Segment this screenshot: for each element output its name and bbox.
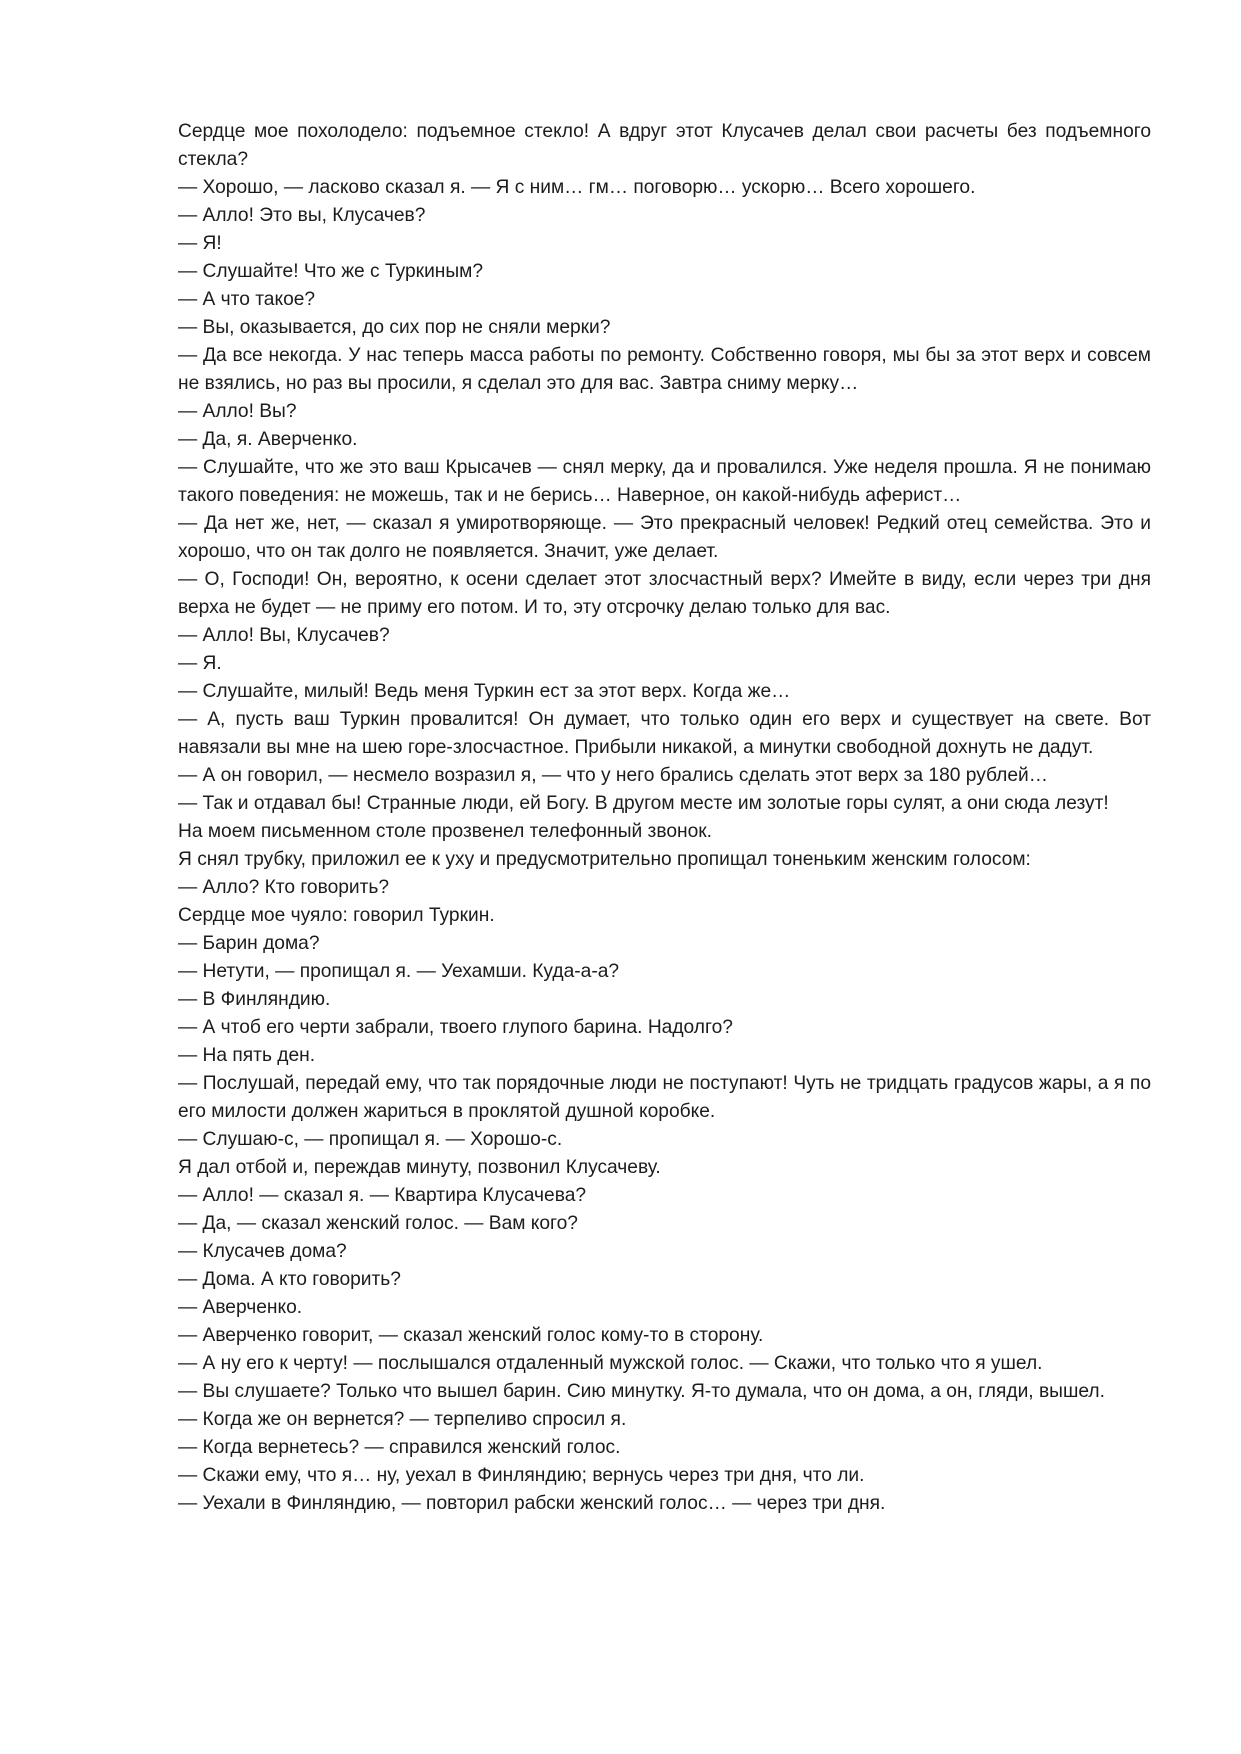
paragraph-22: — Алло? Кто говорить?: [178, 877, 390, 898]
paragraph-8: — Да все некогда. У нас теперь масса работы по ремонту. Собственно говоря, мы бы за этот верх и совсем не взялись, но раз вы просили, я сделал это для вас. Завтра сниму мерку…: [178, 345, 1151, 394]
paragraph-32: — Алло! — сказал я. — Квартира Клусачева?: [178, 1185, 587, 1206]
paragraph-40: — Когда же он вернется? — терпеливо спросил я.: [178, 1409, 627, 1430]
paragraph-11: — Слушайте, что же это ваш Крысачев — снял мерку, да и провалился. Уже неделя прошла. Я не понимаю такого поведения: не можешь, так и не берись… Наверное, он какой-нибудь аферист…: [178, 457, 1151, 506]
paragraph-31: Я дал отбой и, переждав минуту, позвонил Клусачеву.: [178, 1157, 661, 1178]
paragraph-13: — О, Господи! Он, вероятно, к осени сделает этот злосчастный верх? Имейте в виду, если через три дня верха не будет — не приму его потом. И то, эту отсрочку делаю только для вас.: [178, 569, 1151, 618]
paragraph-15: — Я.: [178, 653, 222, 674]
paragraph-37: — Аверченко говорит, — сказал женский голос кому-то в сторону.: [178, 1325, 764, 1346]
paragraph-3: — Алло! Это вы, Клусачев?: [178, 205, 426, 226]
paragraph-17: — А, пусть ваш Туркин провалится! Он думает, что только один его верх и существует на свете. Вот навязали вы мне на шею горе-злосчастное. Прибыли никакой, а минутки свободной дохнуть не дадут.: [178, 709, 1151, 758]
paragraph-38: — А ну его к черту! — послышался отдаленный мужской голос. — Скажи, что только что я ушел.: [178, 1353, 1043, 1374]
paragraph-42: — Скажи ему, что я… ну, уехал в Финляндию; вернусь через три дня, что ли.: [178, 1465, 865, 1486]
paragraph-28: — На пять ден.: [178, 1045, 316, 1066]
paragraph-35: — Дома. А кто говорить?: [178, 1269, 401, 1290]
paragraph-18: — А он говорил, — несмело возразил я, — что у него брались сделать этот верх за 180 рублей…: [178, 765, 1048, 786]
paragraph-4: — Я!: [178, 233, 222, 254]
paragraph-24: — Барин дома?: [178, 933, 320, 954]
paragraph-21: Я снял трубку, приложил ее к уху и предусмотрительно пропищал тоненьким женским голосом:: [178, 849, 1031, 870]
paragraph-33: — Да, — сказал женский голос. — Вам кого?: [178, 1213, 578, 1234]
paragraph-36: — Аверченко.: [178, 1297, 303, 1318]
paragraph-7: — Вы, оказывается, до сих пор не сняли мерки?: [178, 317, 611, 338]
paragraph-2: — Хорошо, — ласково сказал я. — Я с ним… гм… поговорю… ускорю… Всего хорошего.: [178, 177, 976, 198]
paragraph-34: — Клусачев дома?: [178, 1241, 347, 1262]
paragraph-10: — Да, я. Аверченко.: [178, 429, 358, 450]
paragraph-19: — Так и отдавал бы! Странные люди, ей Богу. В другом месте им золотые горы сулят, а они сюда лезут!: [178, 793, 1109, 814]
paragraph-1: Сердце мое похолодело: подъемное стекло! А вдруг этот Клусачев делал свои расчеты без подъемного стекла?: [178, 121, 1151, 170]
paragraph-5: — Слушайте! Что же с Туркиным?: [178, 261, 484, 282]
paragraph-26: — В Финляндию.: [178, 989, 331, 1010]
paragraph-6: — А что такое?: [178, 289, 316, 310]
paragraph-39: — Вы слушаете? Только что вышел барин. Сию минутку. Я-то думала, что он дома, а он, гляди, вышел.: [178, 1381, 1105, 1402]
document-page: [178, 118, 1151, 1518]
paragraph-12: — Да нет же, нет, — сказал я умиротворяюще. — Это прекрасный человек! Редкий отец семейства. Это и хорошо, что он так долго не появляется. Значит, уже делает.: [178, 513, 1151, 562]
paragraph-20: На моем письменном столе прозвенел телефонный звонок.: [178, 821, 712, 842]
paragraph-25: — Нетути, — пропищал я. — Уехамши. Куда-а-а?: [178, 961, 620, 982]
paragraph-9: — Алло! Вы?: [178, 401, 297, 422]
paragraph-23: Сердце мое чуяло: говорил Туркин.: [178, 905, 495, 926]
paragraph-43: — Уехали в Финляндию, — повторил рабски женский голос… — через три дня.: [178, 1493, 886, 1514]
paragraph-14: — Алло! Вы, Клусачев?: [178, 625, 390, 646]
paragraph-41: — Когда вернетесь? — справился женский голос.: [178, 1437, 621, 1458]
paragraph-16: — Слушайте, милый! Ведь меня Туркин ест за этот верх. Когда же…: [178, 681, 791, 702]
paragraph-27: — А чтоб его черти забрали, твоего глупого барина. Надолго?: [178, 1017, 733, 1038]
paragraph-30: — Слушаю-с, — пропищал я. — Хорошо-с.: [178, 1129, 563, 1150]
paragraph-29: — Послушай, передай ему, что так порядочные люди не поступают! Чуть не тридцать градусов жары, а я по его милости должен жариться в проклятой душной коробке.: [178, 1073, 1151, 1122]
